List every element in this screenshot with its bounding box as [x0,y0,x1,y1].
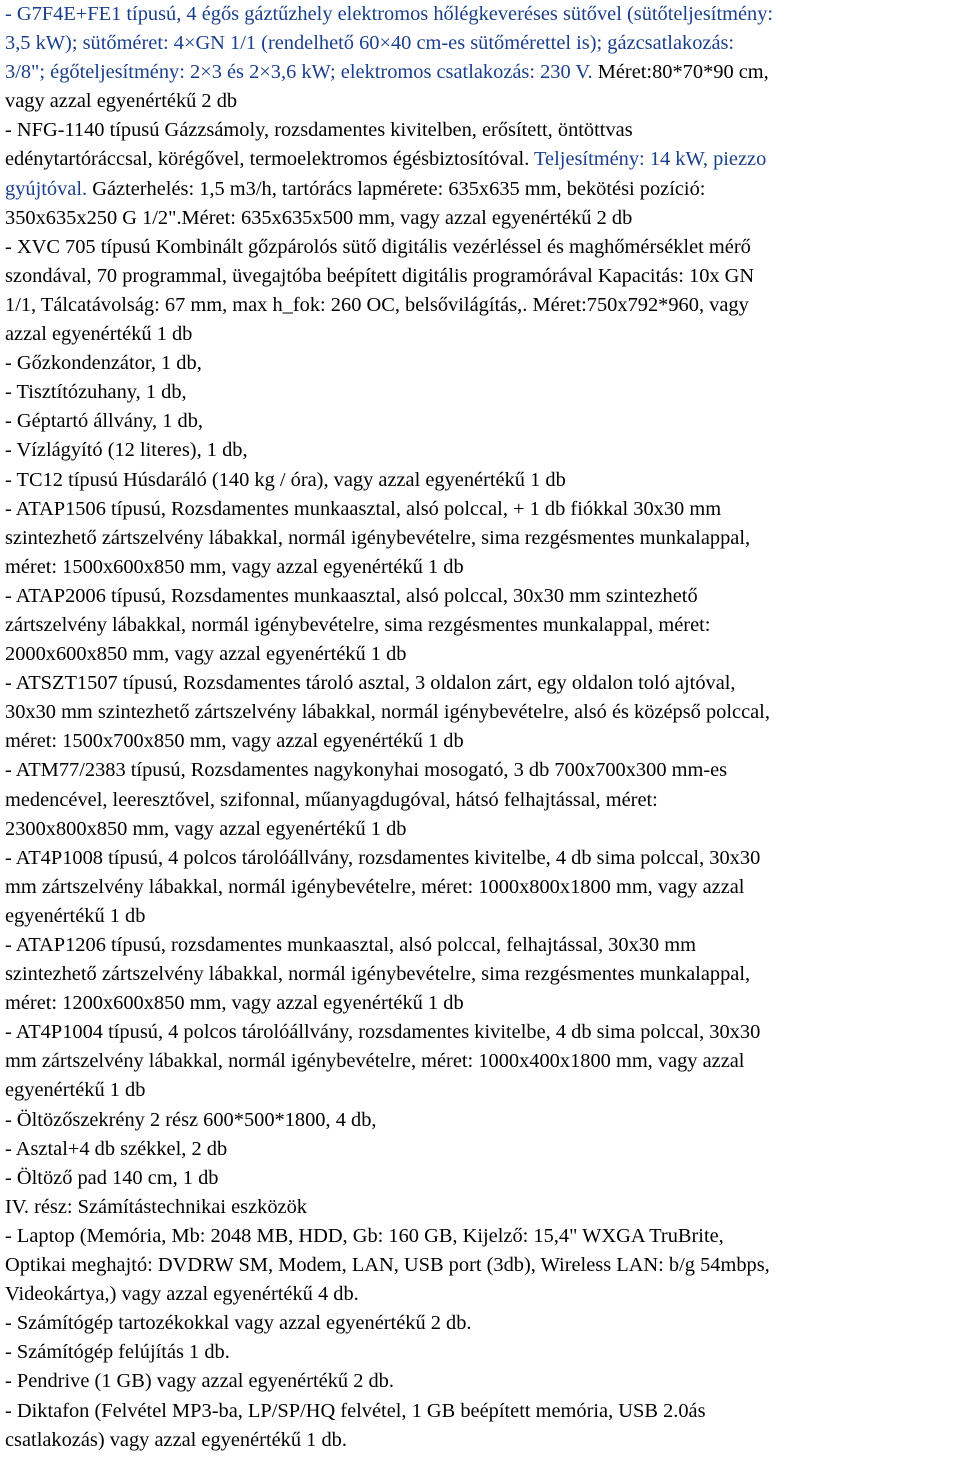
text-segment: Méret:80*70*90 cm, [597,61,769,84]
text-segment: - Gőzkondenzátor, 1 db, [5,352,202,375]
text-line [5,175,960,204]
text-line [5,495,960,524]
text-segment: 2300x800x850 mm, vagy azzal egyenértékű 1 db [5,817,407,840]
text-segment: - ATAP2006 típusú, Rozsdamentes munkaasztal, alsó polccal, 30x30 mm szintezhető [5,584,698,607]
text-segment: Méret: 635x635x500 mm, vagy azzal egyenértékű 2 db [181,206,633,229]
text-line [5,407,960,436]
text-line [5,29,960,58]
text-line [5,611,960,640]
text-line [5,844,960,873]
text-segment: - G7F4E+FE1 típusú, 4 égős gáztűzhely elektromos hőlégkeveréses sütővel (sütőteljesítmény: [5,3,774,25]
text-segment: gyújtóval. [5,177,93,200]
text-segment: 350x635x250 G 1/2". [5,206,182,229]
text-segment: - Diktafon (Felvétel MP3-ba, LP/SP/HQ felvétel, 1 GB beépített memória, USB 2.0ás [5,1399,706,1422]
text-segment: vagy azzal egyenértékű 2 db [5,90,238,113]
text-segment: - AT4P1004 típusú, 4 polcos tárolóállvány, rozsdamentes kivitelbe, 4 db sima polccal, 30x30 [5,1021,761,1044]
text-line [5,727,960,756]
text-segment: 3/8"; égőteljesítmény: 2×3 és 2×3,6 kW; elektromos csatlakozás: 230 V. [5,61,598,84]
text-line [5,1426,960,1455]
text-segment: 2000x600x850 mm, vagy azzal egyenértékű 1 db [5,643,407,666]
text-segment: - Géptartó állvány, 1 db, [5,410,203,433]
text-line [5,640,960,669]
text-segment: - Öltözőszekrény 2 rész 600*500*1800, 4 db, [5,1108,377,1131]
text-line [5,291,960,320]
text-line [5,116,960,145]
text-line [5,1397,960,1426]
text-segment: - Számítógép tartozékokkal vagy azzal egyenértékű 2 db. [5,1312,472,1335]
text-line [5,1135,960,1164]
text-segment: IV. rész: Számítástechnikai eszközök [5,1195,307,1218]
text-line [5,1367,960,1396]
text-segment: méret: 1200x600x850 mm, vagy azzal egyenértékű 1 db [5,992,464,1015]
text-line [5,145,960,174]
text-segment: - Tisztítózuhany, 1 db, [5,381,187,404]
text-line [5,989,960,1018]
text-line [5,1018,960,1047]
text-line [5,960,960,989]
text-line [5,466,960,495]
text-line [5,1193,960,1222]
text-segment: Optikai meghajtó: DVDRW SM, Modem, LAN, USB port (3db), Wireless LAN: b/g 54mbps, [5,1254,770,1277]
text-line [5,1338,960,1367]
text-segment: azzal egyenértékű 1 db [5,323,193,346]
text-segment: Gázterhelés: 1,5 m3/h, tartórács lapmérete: 635x635 mm, bekötési pozíció: [92,177,706,200]
text-segment: szondával, 70 programmal, üvegajtóba beépített digitális programórával Kapacitás: 10x GN [5,264,755,287]
text-line [5,1164,960,1193]
text-line [5,553,960,582]
text-segment: - Számítógép felújítás 1 db. [5,1341,230,1364]
text-line [5,0,960,29]
text-line [5,1251,960,1280]
text-line [5,349,960,378]
text-line [5,204,960,233]
text-segment: szintezhető zártszelvény lábakkal, normál igénybevételre, sima rezgésmentes munkalappal, [5,526,751,549]
text-line [5,786,960,815]
text-line [5,698,960,727]
text-line [5,1309,960,1338]
text-segment: méret: 1500x700x850 mm, vagy azzal egyenértékű 1 db [5,730,464,753]
text-segment: - Pendrive (1 GB) vagy azzal egyenértékű 2 db. [5,1370,394,1393]
text-line [5,582,960,611]
text-segment: - Laptop (Memória, Mb: 2048 MB, HDD, Gb: 160 GB, Kijelző: 15,4" WXGA TruBrite, [5,1224,724,1247]
text-line [5,815,960,844]
text-line [5,87,960,116]
text-segment: - XVC 705 típusú Kombinált gőzpárolós sütő digitális vezérléssel és maghőmérséklet mérő [5,235,751,258]
text-segment: - Asztal+4 db székkel, 2 db [5,1137,228,1160]
text-segment: - NFG-1140 típusú Gázzsámoly, rozsdamentes kivitelben, erősített, öntöttvas [5,119,633,142]
text-segment: szintezhető zártszelvény lábakkal, normál igénybevételre, sima rezgésmentes munkalappal, [5,963,751,986]
text-segment: méret: 1500x600x850 mm, vagy azzal egyenértékű 1 db [5,555,464,578]
text-line [5,233,960,262]
text-line [5,436,960,465]
text-segment: medencével, leeresztővel, szifonnal, műanyagdugóval, hátsó felhajtással, méret: [5,788,658,811]
text-segment: 1/1, Tálcatávolság: 67 mm, max h_fok: 260 OC, belsővilágítás,. Méret:750x792*960, vagy [5,293,749,316]
text-segment: mm zártszelvény lábakkal, normál igénybevételre, méret: 1000x800x1800 mm, vagy azzal [5,875,745,898]
text-line [5,1076,960,1105]
text-segment: - ATAP1206 típusú, rozsdamentes munkaasztal, alsó polccal, felhajtással, 30x30 mm [5,934,696,956]
text-segment: - ATM77/2383 típusú, Rozsdamentes nagykonyhai mosogató, 3 db 700x700x300 mm-es [5,759,728,782]
text-segment: Videokártya,) vagy azzal egyenértékű 4 db. [5,1283,359,1306]
text-segment: - TC12 típusú Húsdaráló (140 kg / óra), vagy azzal egyenértékű 1 db [5,468,566,491]
text-segment: mm zártszelvény lábakkal, normál igénybevételre, méret: 1000x400x1800 mm, vagy azzal [5,1050,745,1073]
text-line [5,1106,960,1135]
text-line [5,262,960,291]
text-line [5,756,960,785]
text-line [5,1280,960,1309]
text-segment: - ATAP1506 típusú, Rozsdamentes munkaasztal, alsó polccal, + 1 db fiókkal 30x30 mm [5,497,722,520]
text-line [5,902,960,931]
text-segment: Teljesítmény: 14 kW, piezzo [534,148,767,171]
text-line [5,1047,960,1076]
text-segment: edénytartóráccsal, körégővel, termoelektromos égésbiztosítóval. [5,148,535,171]
text-segment: - AT4P1008 típusú, 4 polcos tárolóállvány, rozsdamentes kivitelbe, 4 db sima polccal, 30x30 [5,846,761,869]
text-segment: egyenértékű 1 db [5,904,146,927]
text-segment: 3,5 kW); sütőméret: 4×GN 1/1 (rendelhető 60×40 cm-es sütőmérettel is); gázcsatlakozás: [5,32,735,55]
text-segment: - Vízlágyító (12 literes), 1 db, [5,439,248,462]
text-segment: - ATSZT1507 típusú, Rozsdamentes tároló asztal, 3 oldalon zárt, egy oldalon toló ajtóval, [5,672,736,695]
text-line [5,931,960,960]
text-line [5,524,960,553]
text-line [5,1222,960,1251]
text-line [5,320,960,349]
text-segment: 30x30 mm szintezhető zártszelvény lábakkal, normál igénybevételre, alsó és középső polccal, [5,701,770,724]
text-line [5,669,960,698]
text-segment: - Öltöző pad 140 cm, 1 db [5,1166,219,1189]
text-segment: csatlakozás) vagy azzal egyenértékű 1 db. [5,1428,347,1451]
text-line [5,873,960,902]
text-segment: zártszelvény lábakkal, normál igénybevételre, sima rezgésmentes munkalappal, méret: [5,613,711,636]
text-segment: egyenértékű 1 db [5,1079,146,1102]
text-line [5,378,960,407]
text-line [5,58,960,87]
